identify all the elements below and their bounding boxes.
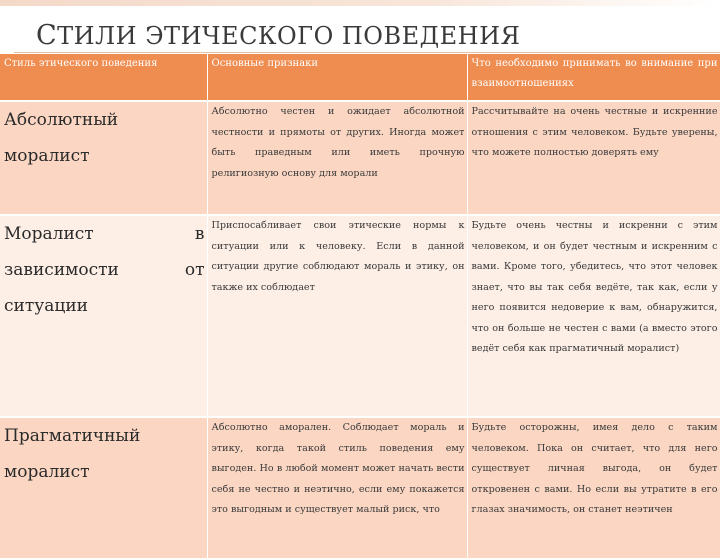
- title-underline: [14, 52, 720, 53]
- table-row: [0, 417, 720, 558]
- header-style: Стиль этического поведения: [0, 54, 207, 101]
- top-decoration: [0, 0, 720, 6]
- header-signs: Основные признаки: [207, 54, 467, 101]
- title-first-letter: С: [36, 20, 58, 51]
- row-advice: Будьте осторожны, имея дело с таким человеком. Пока он считает, что для него существует личная выгода, он будет откровенен с вами. Но если вы утратите в его глазах значимость, он станет неэтичен: [467, 417, 720, 558]
- table-row: [0, 215, 720, 417]
- row-advice: Будьте очень честны и искренни с этим человеком, и он будет честным и искренним с вами. Кроме того, убедитесь, что этот человек знает, что вы так себя ведёте, так как, если у него появится недоверие к вам, обнаружится, что он больше не честен с вами (а вместо этого ведёт себя как прагматичный моралист): [467, 215, 720, 417]
- row-advice: Рассчитывайте на очень честные и искренние отношения с этим человеком. Будьте уверены, что можете полностью доверять ему: [467, 101, 720, 215]
- table-header-row: [0, 54, 720, 101]
- row-signs: Абсолютно честен и ожидает абсолютной честности и прямоты от других. Иногда может быть праведным или иметь прочную религиозную основу для морали: [207, 101, 467, 215]
- row-signs: Абсолютно аморален. Соблюдает мораль и этику, когда такой стиль поведения ему выгоден. Но в любой момент может начать вести себя не честно и неэтично, если ему покажется это выгодным и существует малый риск, что: [207, 417, 467, 558]
- row-style: Моралист в зависимости от ситуации: [0, 215, 207, 417]
- header-advice: Что необходимо принимать во внимание при взаимоотношениях: [467, 54, 720, 101]
- ethics-table: [0, 54, 720, 558]
- row-style: Абсолютный моралист: [0, 101, 207, 215]
- row-signs: Приспосабливает свои этические нормы к ситуации или к человеку. Если в данной ситуации другие соблюдают мораль и этику, он также их соблюдает: [207, 215, 467, 417]
- row-style: Прагматичный моралист: [0, 417, 207, 558]
- table-row: [0, 101, 720, 215]
- slide-title: [36, 20, 520, 51]
- title-rest: ТИЛИ ЭТИЧЕСКОГО ПОВЕДЕНИЯ: [57, 22, 521, 50]
